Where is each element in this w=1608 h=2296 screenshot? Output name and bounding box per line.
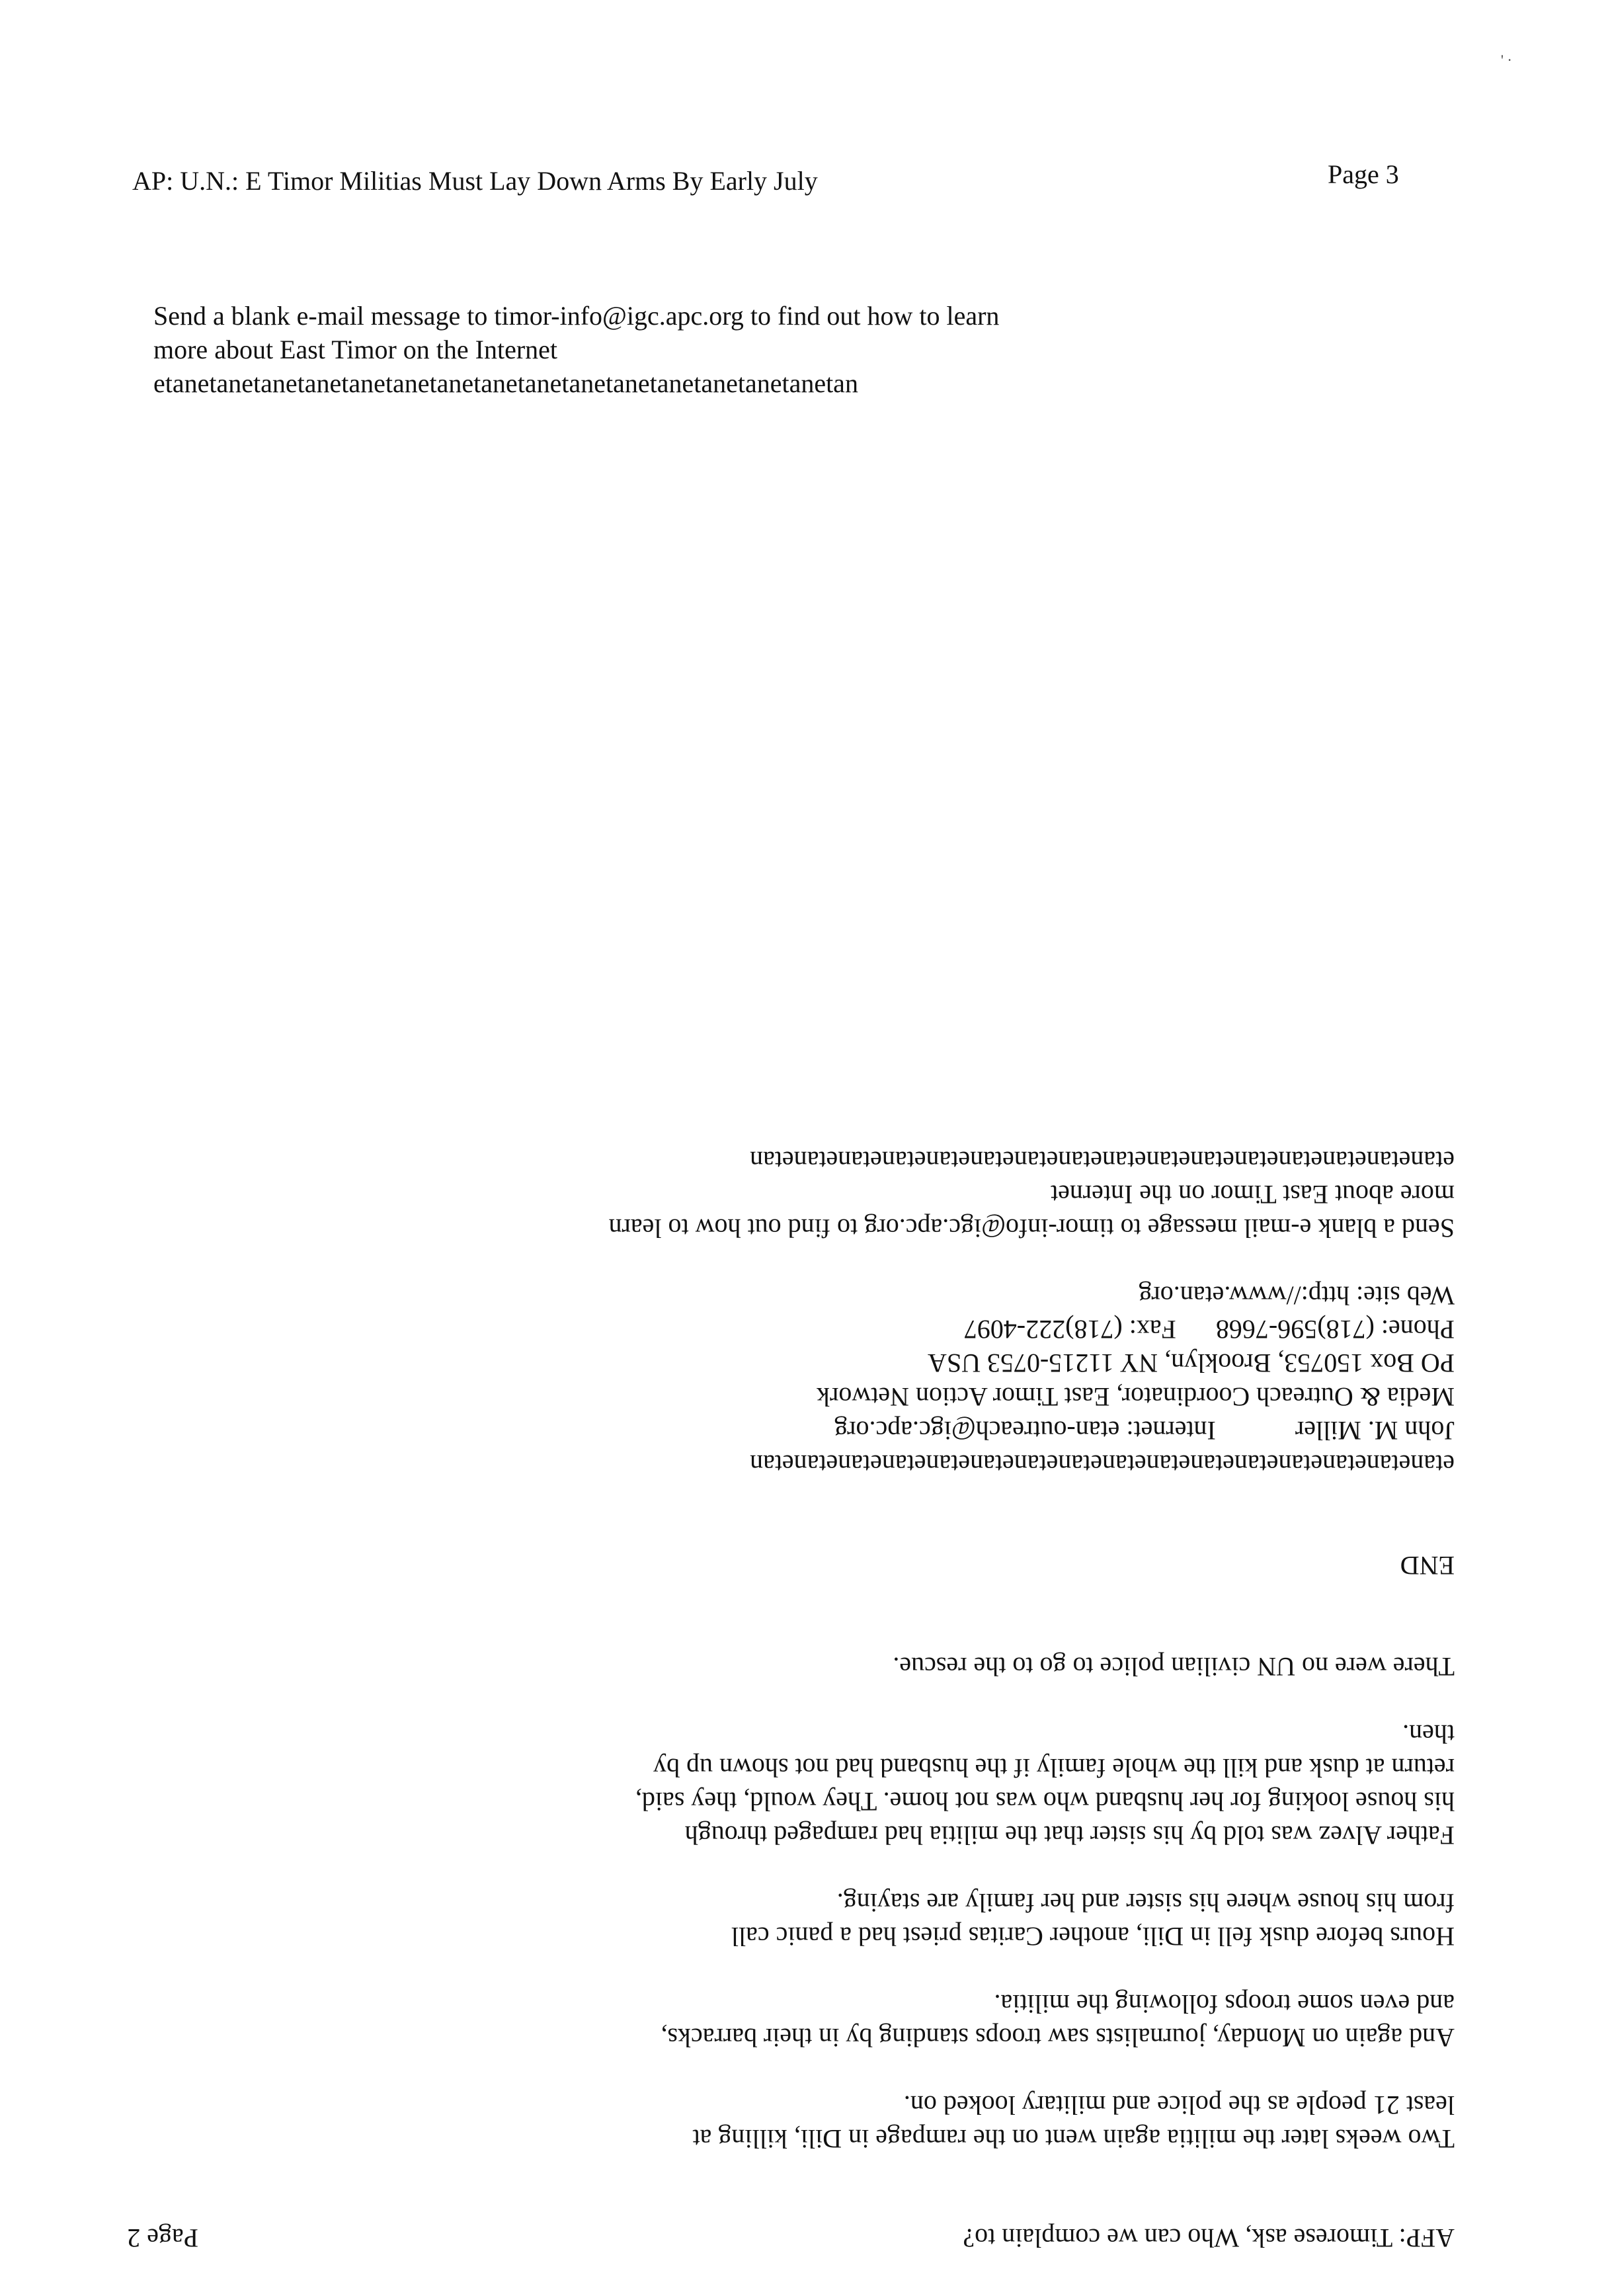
paragraph-line: and even some troops following the militia. [994, 1989, 1455, 2019]
footer-line: more about East Timor on the Internet [153, 335, 558, 364]
contact-address: PO Box 150753, Brooklyn, NY 11215-0753 USA [927, 1348, 1455, 1378]
page-2-fragment-inverted [0, 926, 1608, 2296]
contact-website: Web site: http://www.etan.org [1139, 1281, 1455, 1311]
contact-role: Media & Outreach Coordinator, East Timor Action Network [817, 1382, 1455, 1412]
paragraph-line: Two weeks later the militia again went on the rampage in Dili, killing at [692, 2124, 1455, 2154]
page-3-header-title: AP: U.N.: E Timor Militias Must Lay Down Arms By Early July [132, 166, 818, 196]
scan-mark: ' · [1501, 52, 1512, 68]
paragraph-line: his house looking for her husband who was not home. They would, they said, [635, 1787, 1455, 1817]
footer-line: etanetanetanetanetanetanetanetanetanetanetanetanetanetanetanetan [153, 368, 858, 398]
page-3-footer [153, 299, 999, 400]
separator-line: etanetanetanetanetanetanetanetanetanetanetanetanetanetanetanetan [750, 1450, 1455, 1479]
page-2-article-body [609, 1144, 1455, 2156]
footer-line: Send a blank e-mail message to timor-info@igc.apc.org to find out how to learn [608, 1213, 1455, 1243]
paragraph-line: then. [1402, 1719, 1455, 1749]
contact-phone-line [609, 1313, 1455, 1346]
paragraph-line: from his house where his sister and her family are staying. [836, 1888, 1455, 1918]
contact-email: Internet: etan-outreach@igc.apc.org [834, 1416, 1216, 1446]
page-3-number: Page 3 [1328, 159, 1399, 189]
footer-line: more about East Timor on the Internet [1050, 1180, 1455, 1210]
contact-fax: Fax: (718)222-4097 [963, 1315, 1176, 1344]
end-marker: END [1400, 1551, 1455, 1580]
paragraph-line: And again on Monday, journalists saw troops standing by in their barracks, [661, 2023, 1455, 2053]
contact-phone: Phone: (718)596-7668 [1215, 1315, 1455, 1344]
paragraph-line: Father Alvez was told by his sister that the militia had rampaged through [684, 1821, 1455, 1850]
paragraph-line: least 21 people as the police and military looked on. [903, 2090, 1455, 2120]
paragraph-line: Hours before dusk fell in Dili, another Caritas priest had a panic call [731, 1922, 1455, 1951]
page-2-header-title: AFP: Timorese ask, Who can we complain to? [963, 2223, 1455, 2253]
page-3-fragment [0, 0, 1608, 926]
paragraph-line: There were no UN civilian police to go to the rescue. [893, 1652, 1455, 1682]
paragraph-line: return at dusk and kill the whole family if the husband had not shown up by [653, 1753, 1455, 1783]
page-2-number: Page 2 [127, 2223, 198, 2253]
contact-name: John M. Miller [1295, 1416, 1455, 1446]
footer-line: etanetanetanetanetanetanetanetanetanetanetanetanetanetanetanetan [750, 1146, 1455, 1176]
contact-name-line [609, 1414, 1455, 1448]
footer-line: Send a blank e-mail message to timor-info@igc.apc.org to find out how to learn [153, 301, 1000, 331]
